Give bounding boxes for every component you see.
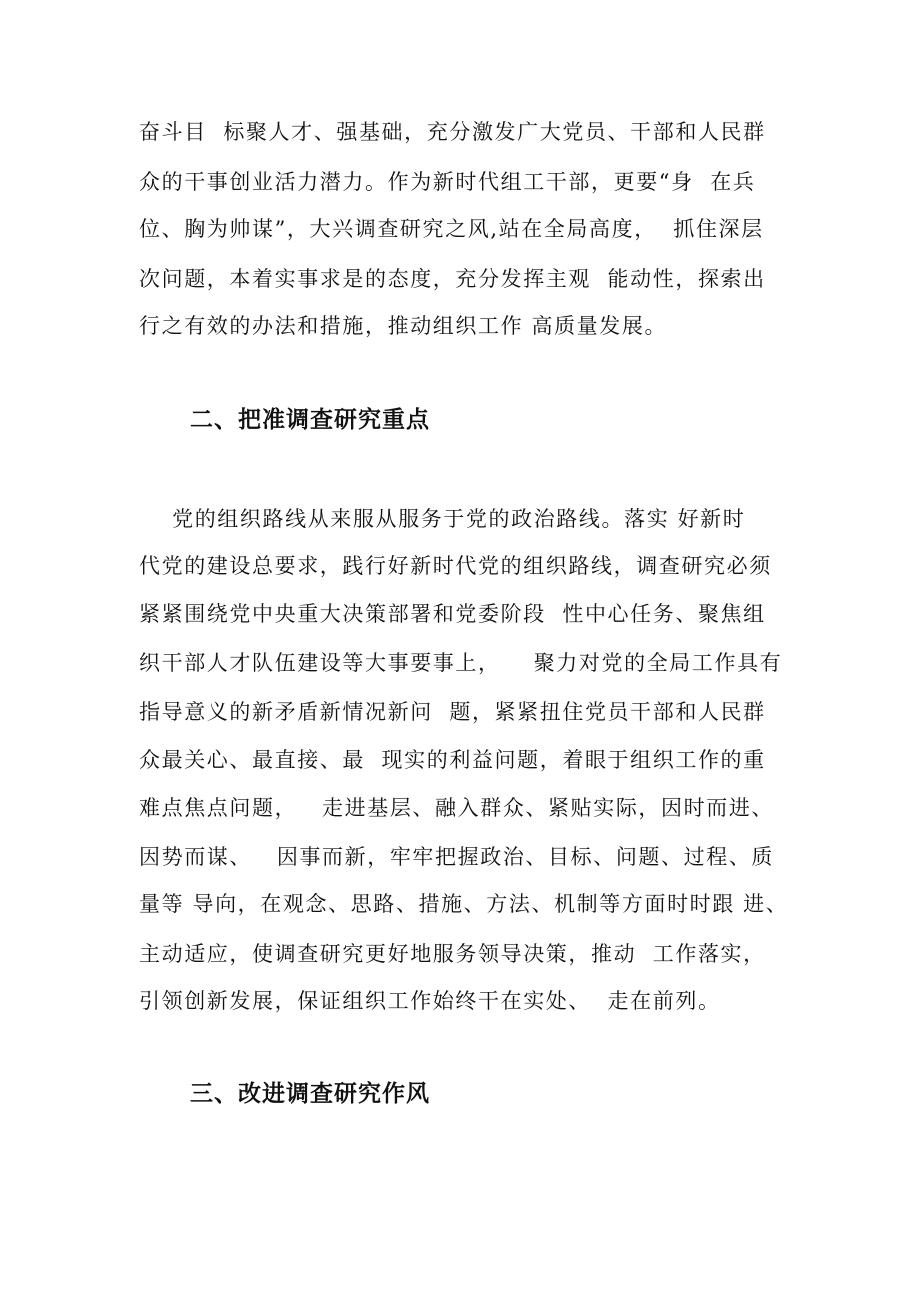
paragraph-2-line-8: 因势而谋、 因事而新，牢牢把握政治、目标、问题、过程、质 <box>139 845 775 869</box>
paragraph-2-line-2: 代党的建设总要求，践行好新时代党的组织路线，调查研究必须 <box>139 554 772 578</box>
paragraph-2-line-3: 紧紧围绕党中央重大决策部署和党委阶段 性中心任务、聚焦组 <box>139 602 766 626</box>
section-heading-3: 三、改进调查研究作风 <box>190 1081 430 1107</box>
paragraph-1-line-2: 众的干事创业活力潜力。作为新时代组工干部，更要“身 在兵 <box>139 170 756 194</box>
paragraph-1-line-5: 行之有效的办法和措施，推动组织工作 高质量发展。 <box>139 314 668 338</box>
paragraph-1-line-3: 位、胸为帅谋”，大兴调查研究之风,站在全局高度， 抓住深层 <box>139 217 764 241</box>
paragraph-2-line-4: 织干部人才队伍建设等大事要事上， 聚力对党的全局工作具有 <box>139 651 783 675</box>
paragraph-2-line-7: 难点焦点问题， 走进基层、融入群众、紧贴实际，因时而进、 <box>139 796 775 820</box>
paragraph-2-line-10: 主动适应，使调查研究更好地服务领导决策，推动 工作落实， <box>139 942 766 966</box>
paragraph-2-line-1: 党的组织路线从来服从服务于党的政治路线。落实 好新时 <box>139 507 746 531</box>
paragraph-1-line-4: 次问题，本着实事求是的态度，充分发挥主观 能动性，探索出 <box>139 267 766 291</box>
paragraph-2-line-6: 众最关心、最直接、最 现实的利益问题，着眼于组织工作的重 <box>139 748 766 772</box>
section-heading-2: 二、把准调查研究重点 <box>190 407 430 433</box>
paragraph-2-line-9: 量等 导向，在观念、思路、措施、方法、机制等方面时时跟 进、 <box>139 892 789 916</box>
paragraph-2-line-11: 引领创新发展，保证组织工作始终干在实处、 走在前列。 <box>139 989 721 1013</box>
paragraph-2-line-5: 指导意义的新矛盾新情况新问 题，紧紧扭住党员干部和人民群 <box>139 700 766 724</box>
paragraph-1-line-1: 奋斗目 标聚人才、强基础，充分激发广大党员、干部和人民群 <box>139 120 766 144</box>
